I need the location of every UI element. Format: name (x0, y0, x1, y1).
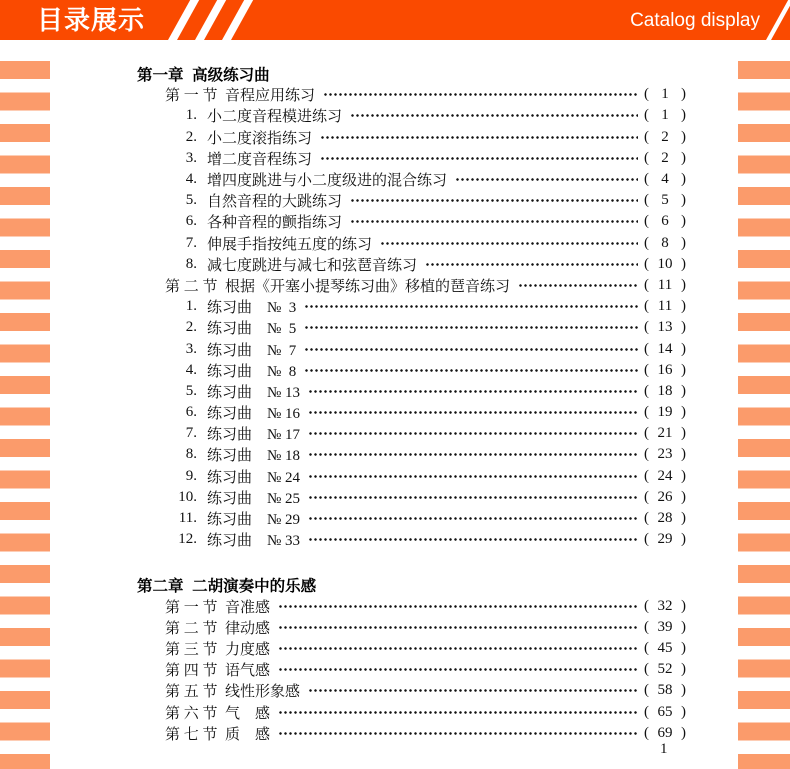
page-number-value: 65 (657, 703, 673, 720)
close-paren: ) (681, 255, 686, 272)
page-number (644, 192, 686, 209)
toc-row (137, 105, 686, 126)
page-number (644, 619, 686, 636)
toc-row (137, 617, 686, 638)
item-number: 1. (185, 298, 197, 315)
header-band (0, 0, 790, 40)
page-number (644, 235, 686, 252)
page-number (644, 256, 686, 273)
close-paren: ) (681, 661, 686, 678)
toc-row (137, 254, 686, 275)
diagonal-stripe-icon (168, 0, 199, 40)
dot-leader (308, 487, 638, 508)
close-paren: ) (681, 425, 686, 442)
open-paren: ( (644, 86, 649, 103)
close-paren: ) (681, 531, 686, 548)
close-paren: ) (681, 149, 686, 166)
entry-label: 第 二 节 律动感 (165, 620, 271, 637)
open-paren: ( (644, 340, 649, 357)
toc-row (137, 148, 686, 169)
open-paren: ( (644, 234, 649, 251)
entry-label: 小二度音程模进练习 (207, 109, 343, 126)
close-paren: ) (681, 703, 686, 720)
entry-label: 第二章 二胡演奏中的乐感 (137, 577, 317, 595)
toc-row (137, 701, 686, 722)
entry-label: 第一章 高级练习曲 (137, 66, 270, 84)
page-number-value: 23 (657, 446, 673, 463)
dot-leader (308, 508, 638, 529)
toc-row (137, 638, 686, 659)
close-paren: ) (681, 510, 686, 527)
page-number-value: 45 (657, 639, 673, 656)
dot-leader (304, 317, 638, 338)
open-paren: ( (644, 531, 649, 548)
open-paren: ( (644, 682, 649, 699)
page-number-value: 2 (661, 149, 669, 166)
page-number-value: 8 (661, 234, 669, 251)
close-paren: ) (681, 446, 686, 463)
item-number: 4. (185, 171, 197, 188)
dot-leader (278, 701, 638, 722)
page-number (644, 171, 686, 188)
entry-label: 第 四 节 语气感 (165, 663, 271, 680)
item-number: 1. (185, 107, 197, 124)
toc (137, 63, 686, 744)
right-stripe-decoration (738, 61, 790, 769)
toc-row (137, 402, 686, 423)
header-subtitle: Catalog display (630, 10, 760, 31)
close-paren: ) (681, 361, 686, 378)
close-paren: ) (681, 724, 686, 741)
toc-row (137, 466, 686, 487)
dot-leader (455, 169, 638, 190)
entry-label: 练习曲 № 8 (207, 363, 297, 380)
page-number (644, 107, 686, 124)
entry-label: 练习曲 № 24 (207, 469, 301, 486)
close-paren: ) (681, 192, 686, 209)
entry-label: 练习曲 № 18 (207, 448, 301, 465)
dot-leader (304, 296, 638, 317)
entry-label: 练习曲 № 16 (207, 406, 301, 423)
open-paren: ( (644, 467, 649, 484)
page-number (644, 86, 686, 103)
open-paren: ( (644, 639, 649, 656)
entry-label: 第 七 节 质 感 (165, 726, 271, 743)
dot-leader (350, 211, 638, 232)
dot-leader (304, 360, 638, 381)
dot-leader (380, 233, 638, 254)
close-paren: ) (681, 107, 686, 124)
page-number (644, 598, 686, 615)
toc-row (137, 360, 686, 381)
entry-label: 第 三 节 力度感 (165, 641, 271, 658)
page-number-value: 4 (661, 171, 669, 188)
toc-row (137, 659, 686, 680)
close-paren: ) (681, 618, 686, 635)
close-paren: ) (681, 639, 686, 656)
open-paren: ( (644, 724, 649, 741)
page-number-value: 58 (657, 682, 673, 699)
close-paren: ) (681, 86, 686, 103)
entry-label: 练习曲 № 5 (207, 321, 297, 338)
close-paren: ) (681, 404, 686, 421)
open-paren: ( (644, 276, 649, 293)
item-number: 6. (185, 404, 197, 421)
open-paren: ( (644, 298, 649, 315)
page-number-value: 5 (661, 192, 669, 209)
page-number-value: 29 (657, 531, 673, 548)
dot-leader (278, 617, 638, 638)
page-number-value: 2 (661, 128, 669, 145)
page-number-value: 16 (657, 361, 673, 378)
dot-leader (320, 148, 638, 169)
toc-row (137, 211, 686, 232)
entry-label: 练习曲 № 3 (207, 300, 297, 317)
dot-leader (350, 105, 638, 126)
toc-row (137, 296, 686, 317)
close-paren: ) (681, 128, 686, 145)
dot-leader (308, 423, 638, 444)
item-number: 8. (185, 255, 197, 272)
page-number-value: 13 (657, 319, 673, 336)
close-paren: ) (681, 340, 686, 357)
page-number (644, 404, 686, 421)
page-number (644, 150, 686, 167)
item-number: 2. (185, 319, 197, 336)
page-number-value: 10 (657, 255, 673, 272)
page-number (644, 661, 686, 678)
toc-row (137, 317, 686, 338)
entry-label: 增四度跳进与小二度级进的混合练习 (207, 173, 448, 190)
page-number-value: 14 (657, 340, 673, 357)
close-paren: ) (681, 298, 686, 315)
dot-leader (425, 254, 638, 275)
page-number (644, 425, 686, 442)
page-number-value: 18 (657, 382, 673, 399)
open-paren: ( (644, 404, 649, 421)
dot-leader (308, 529, 638, 550)
item-number: 7. (185, 234, 197, 251)
item-number: 11. (178, 510, 197, 527)
toc-row (137, 275, 686, 296)
page-number-value: 11 (657, 298, 673, 315)
close-paren: ) (681, 682, 686, 699)
item-number: 10. (178, 488, 197, 505)
page-number-value: 39 (657, 618, 673, 635)
open-paren: ( (644, 703, 649, 720)
open-paren: ( (644, 128, 649, 145)
page-number-value: 21 (657, 425, 673, 442)
entry-label: 练习曲 № 13 (207, 384, 301, 401)
entry-label: 增二度音程练习 (207, 151, 313, 168)
close-paren: ) (681, 213, 686, 230)
entry-label: 练习曲 № 25 (207, 490, 301, 507)
entry-label: 减七度跳进与减七和弦琶音练习 (207, 257, 418, 274)
page-number-value: 69 (657, 724, 673, 741)
dot-leader (518, 275, 638, 296)
item-number: 3. (185, 340, 197, 357)
toc-row (137, 63, 686, 84)
page-number-value: 1 (661, 86, 669, 103)
entry-label: 第 二 节 根据《开塞小提琴练习曲》移植的琶音练习 (165, 278, 511, 295)
dot-leader (308, 466, 638, 487)
toc-row (137, 596, 686, 617)
page-number-value: 26 (657, 488, 673, 505)
open-paren: ( (644, 255, 649, 272)
toc-row (137, 233, 686, 254)
entry-label: 各种音程的颤指练习 (207, 215, 343, 232)
page-number (644, 298, 686, 315)
entry-label: 小二度滚指练习 (207, 130, 313, 147)
page-number-value: 28 (657, 510, 673, 527)
item-number: 5. (185, 382, 197, 399)
dot-leader (278, 723, 638, 744)
close-paren: ) (681, 234, 686, 251)
toc-row (137, 127, 686, 148)
footer-page-number: 1 (660, 741, 668, 757)
open-paren: ( (644, 382, 649, 399)
open-paren: ( (644, 192, 649, 209)
dot-leader (350, 190, 638, 211)
close-paren: ) (681, 467, 686, 484)
close-paren: ) (681, 319, 686, 336)
page-number-value: 24 (657, 467, 673, 484)
item-number: 2. (185, 128, 197, 145)
page-number (644, 468, 686, 485)
open-paren: ( (644, 149, 649, 166)
dot-leader (320, 127, 638, 148)
entry-label: 第 六 节 气 感 (165, 705, 271, 722)
close-paren: ) (681, 488, 686, 505)
toc-row (137, 487, 686, 508)
item-number: 8. (185, 446, 197, 463)
close-paren: ) (681, 171, 686, 188)
page-number (644, 704, 686, 721)
page-number (644, 725, 686, 742)
page-number (644, 277, 686, 294)
item-number: 12. (178, 531, 197, 548)
page-number-value: 32 (657, 597, 673, 614)
toc-row (137, 84, 686, 105)
page-number-value: 6 (661, 213, 669, 230)
diagonal-stripe-icon (766, 0, 790, 40)
item-number: 3. (185, 149, 197, 166)
entry-label: 第 一 节 音程应用练习 (165, 88, 316, 105)
open-paren: ( (644, 107, 649, 124)
toc-row (137, 423, 686, 444)
toc-row (137, 190, 686, 211)
header-title: 目录展示 (37, 5, 146, 35)
entry-label: 练习曲 № 33 (207, 533, 301, 550)
dot-leader (308, 444, 638, 465)
page-number (644, 682, 686, 699)
close-paren: ) (681, 276, 686, 293)
open-paren: ( (644, 171, 649, 188)
page-number-value: 52 (657, 661, 673, 678)
page-number (644, 489, 686, 506)
dot-leader (304, 338, 638, 359)
toc-row (137, 723, 686, 744)
page-number (644, 129, 686, 146)
open-paren: ( (644, 488, 649, 505)
toc-row (137, 529, 686, 550)
diagonal-stripe-icon (222, 0, 253, 40)
dot-leader (278, 596, 638, 617)
entry-label: 练习曲 № 29 (207, 512, 301, 529)
open-paren: ( (644, 618, 649, 635)
open-paren: ( (644, 597, 649, 614)
toc-row (137, 444, 686, 465)
open-paren: ( (644, 446, 649, 463)
entry-label: 第 一 节 音准感 (165, 599, 271, 616)
toc-row (137, 169, 686, 190)
dot-leader (308, 381, 638, 402)
open-paren: ( (644, 319, 649, 336)
close-paren: ) (681, 382, 686, 399)
page-number (644, 319, 686, 336)
page-number (644, 510, 686, 527)
dot-leader (308, 402, 638, 423)
open-paren: ( (644, 425, 649, 442)
dot-leader (278, 638, 638, 659)
entry-label: 自然音程的大跳练习 (207, 194, 343, 211)
dot-leader (323, 84, 638, 105)
open-paren: ( (644, 661, 649, 678)
entry-label: 练习曲 № 17 (207, 427, 301, 444)
page-number-value: 19 (657, 404, 673, 421)
open-paren: ( (644, 361, 649, 378)
page-number-value: 11 (657, 276, 673, 293)
entry-label: 练习曲 № 7 (207, 342, 297, 359)
dot-leader (278, 659, 638, 680)
page-number (644, 446, 686, 463)
entry-label: 伸展手指按纯五度的练习 (207, 236, 373, 253)
page-number (644, 531, 686, 548)
page-number (644, 213, 686, 230)
left-stripe-decoration (0, 61, 50, 769)
page-number-value: 1 (661, 107, 669, 124)
item-number: 7. (185, 425, 197, 442)
entry-label: 第 五 节 线性形象感 (165, 684, 301, 701)
page-number (644, 341, 686, 358)
diagonal-stripe-icon (195, 0, 226, 40)
page-number (644, 640, 686, 657)
toc-row (137, 680, 686, 701)
open-paren: ( (644, 213, 649, 230)
page-number (644, 362, 686, 379)
close-paren: ) (681, 597, 686, 614)
toc-row (137, 338, 686, 359)
item-number: 9. (185, 467, 197, 484)
item-number: 6. (185, 213, 197, 230)
item-number: 5. (185, 192, 197, 209)
toc-row (137, 574, 686, 595)
dot-leader (308, 680, 638, 701)
open-paren: ( (644, 510, 649, 527)
page-number (644, 383, 686, 400)
toc-row (137, 508, 686, 529)
toc-row (137, 381, 686, 402)
item-number: 4. (185, 361, 197, 378)
